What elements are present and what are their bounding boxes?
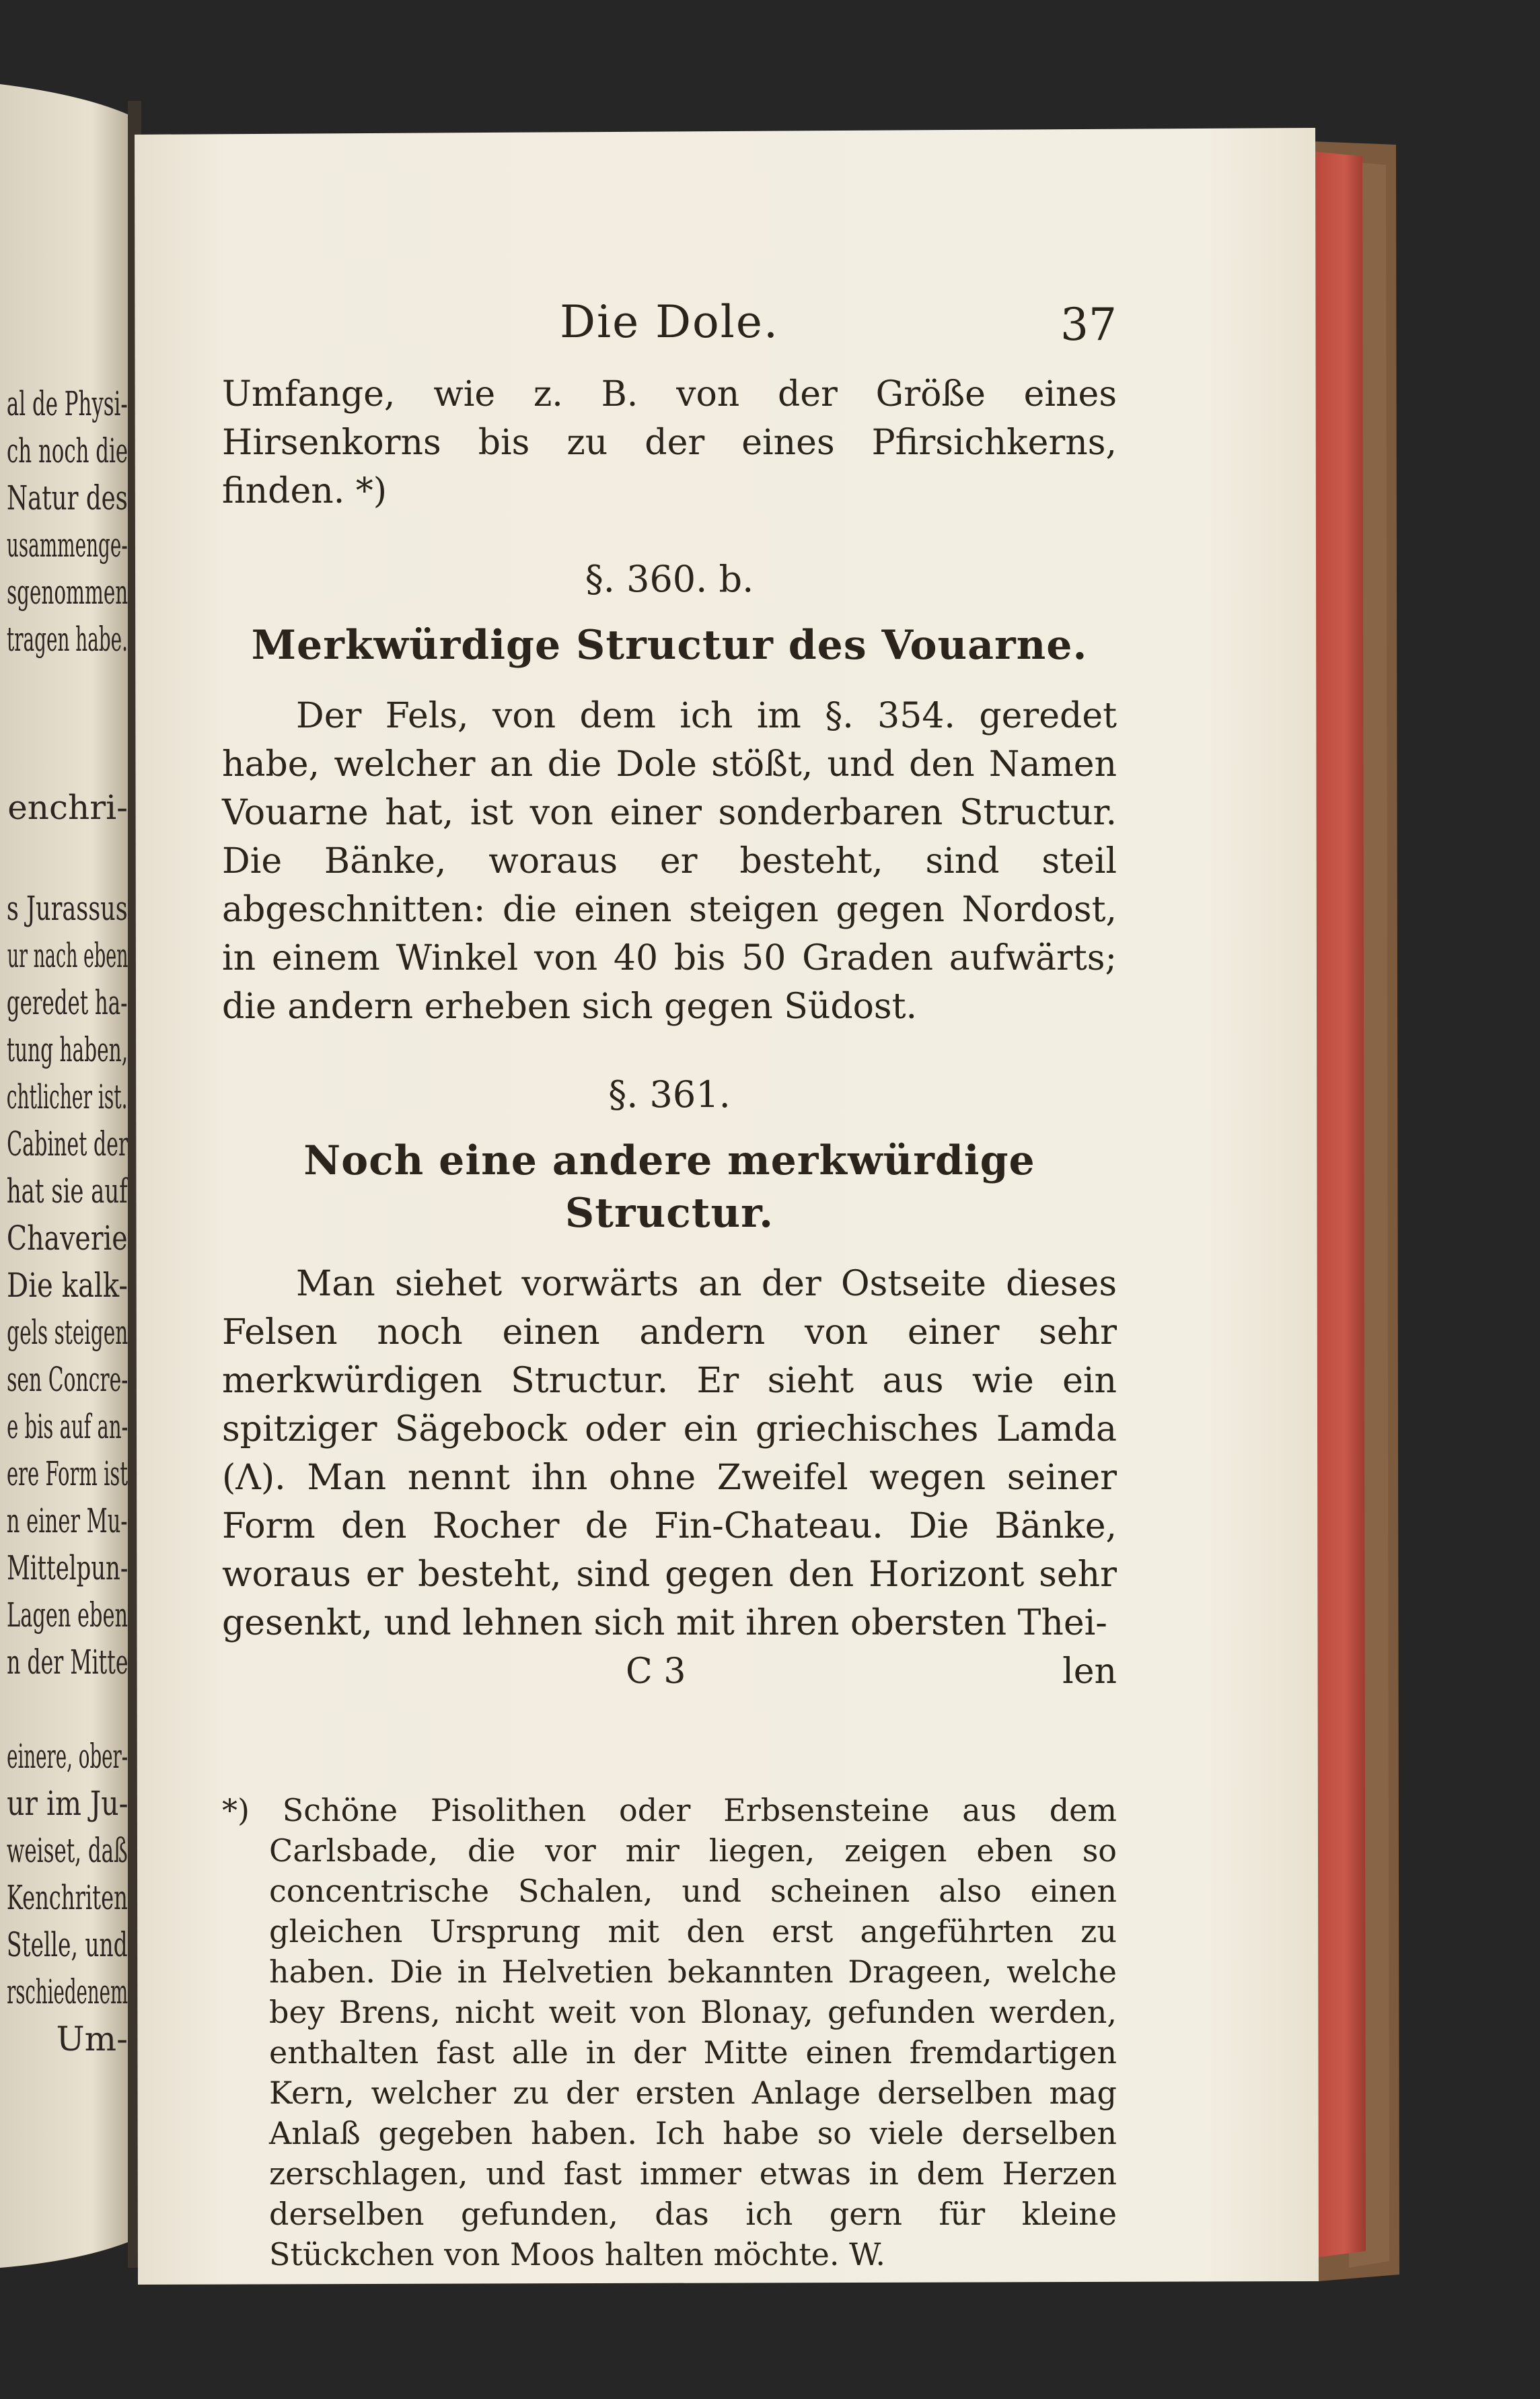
left-page-line: Mittelpun- bbox=[6, 1548, 128, 1587]
section-heading: Noch eine andere merkwürdige Structur. bbox=[303, 1137, 1035, 1237]
section-number: §. 360. b. bbox=[585, 558, 754, 600]
left-page-line: rschiedenem bbox=[6, 1972, 128, 2011]
left-page-line: chtlicher ist. bbox=[7, 1077, 128, 1116]
left-page-line: ur nach eben bbox=[7, 936, 128, 975]
left-page-line: ch noch die bbox=[6, 431, 128, 470]
running-title: Die Dole. bbox=[560, 296, 779, 348]
red-page-edges bbox=[1312, 151, 1366, 2258]
section-number: §. 361. bbox=[608, 1073, 731, 1116]
left-page-line: usammenge- bbox=[7, 526, 128, 565]
left-page-line: sen Concre- bbox=[6, 1360, 128, 1399]
left-page-line: e bis auf an- bbox=[6, 1407, 128, 1446]
left-page-line: geredet ha- bbox=[7, 983, 128, 1022]
left-page-line: sgenommen bbox=[6, 573, 128, 612]
left-page-line: Stelle, und bbox=[7, 1925, 128, 1964]
left-page-line: Chaverie bbox=[7, 1219, 128, 1258]
left-page-line: tragen habe. bbox=[7, 620, 128, 659]
left-page-line: Lagen eben bbox=[6, 1596, 128, 1635]
section-paragraph: Man siehet vorwärts an der Ostseite dieses Felsen noch einen andern von einer sehr merkwürdigen Structur. Er sieht aus wie ein spitziger Sägebock oder ein griechisches Lamda (Λ). Man nennt ihn ohne Zweifel wegen seiner Form den Rocher de Fin-Chateau. Die Bänke, woraus er besteht, sind gegen den Horizont sehr gesenkt, und lehnen sich mit ihren obersten Thei- bbox=[222, 1264, 1117, 1643]
left-page-line: enchri- bbox=[7, 788, 128, 827]
left-page-line: weiset, daß bbox=[7, 1831, 128, 1870]
section-paragraph: Der Fels, von dem ich im §. 354. geredet habe, welcher an die Dole stößt, und den Namen Vouarne hat, ist von einer sonderbaren Structur. Die Bänke, woraus er besteht, sind steil abgeschnitten: die einen steigen gegen Nordost, in einem Winkel von 40 bis 50 Graden aufwärts; die andern erheben sich gegen Südost. bbox=[222, 696, 1117, 1027]
left-page-line: Kenchriten bbox=[7, 1878, 128, 1917]
footnote: *) Schöne Pisolithen oder Erbsensteine aus dem Carlsbade, die vor mir liegen, zeigen eben so concentrische Schalen, und scheinen also einen gleichen Ursprung mit den erst angeführten zu haben. Die in Helvetien bekannten Drageen, welche bey Brens, nicht weit von Blonay, gefunden werden, enthalten fast alle in der Mitte einen fremdartigen Kern, welcher zu der ersten Anlage derselben mag Anlaß gegeben haben. Ich habe so viele derselben zerschlagen, und fast immer etwas in dem Herzen derselben gefunden, das ich gern für kleine Stückchen von Moos halten möchte. W. bbox=[222, 1792, 1117, 2272]
left-page-line: ur im Ju- bbox=[6, 1784, 128, 1823]
intro-paragraph: Umfange, wie z. B. von der Größe eines Hirsenkorns bis zu der eines Pfirsichkerns, finden. *) bbox=[222, 374, 1117, 511]
left-page-line: einere, ober- bbox=[6, 1737, 128, 1776]
left-page-line: hat sie auf bbox=[7, 1172, 128, 1211]
left-page-line: s Jurassus bbox=[7, 889, 128, 928]
catchword: len bbox=[1062, 1651, 1117, 1692]
left-page-line: al de Physi- bbox=[7, 384, 128, 423]
left-page-line: Um- bbox=[56, 2019, 128, 2058]
footnote-block bbox=[222, 1790, 1117, 2275]
left-page-line: n der Mitte bbox=[6, 1643, 128, 1682]
left-page-line: tung haben, bbox=[6, 1030, 128, 1069]
left-page-line: ere Form ist bbox=[7, 1454, 128, 1493]
left-page-line: gels steigen bbox=[6, 1313, 128, 1352]
signature-mark: C 3 bbox=[626, 1651, 686, 1692]
page-number: 37 bbox=[1060, 299, 1117, 351]
left-page-line: Natur des bbox=[7, 478, 128, 517]
page-footer-line bbox=[222, 1647, 1117, 1696]
left-page-line: Cabinet der bbox=[6, 1124, 128, 1163]
page-content bbox=[222, 289, 1117, 2275]
page-header bbox=[222, 289, 1117, 370]
left-page-line: Die kalk- bbox=[7, 1266, 128, 1305]
left-page-fragment bbox=[0, 81, 128, 2254]
left-page-line: n einer Mu- bbox=[7, 1501, 128, 1540]
section-heading: Merkwürdige Structur des Vouarne. bbox=[251, 622, 1088, 669]
